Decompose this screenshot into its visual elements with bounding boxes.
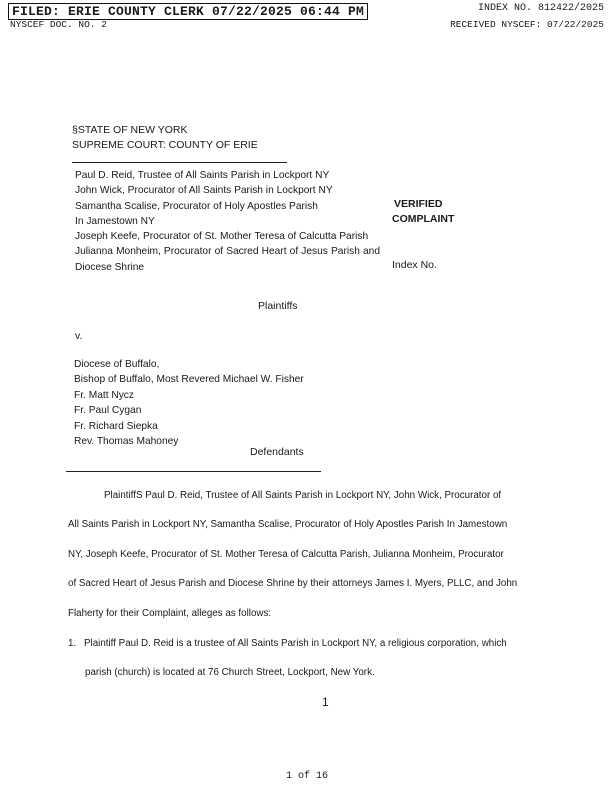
complaint-label: COMPLAINT xyxy=(392,213,455,225)
plaintiffs-label: Plaintiffs xyxy=(258,300,298,312)
caption-divider-top xyxy=(72,162,287,163)
plaintiff-entry: Julianna Monheim, Procurator of Sacred Heart of Jesus Parish and Diocese Shrine xyxy=(75,246,380,273)
doc-number: NYSCEF DOC. NO. 2 xyxy=(10,19,107,30)
defendant-entry: Fr. Matt Nycz xyxy=(74,389,134,401)
plaintiff-entry: Paul D. Reid, Trustee of All Saints Parish in Lockport NY xyxy=(75,170,330,181)
item-line: parish (church) is located at 76 Church Street, Lockport, New York. xyxy=(85,667,375,679)
verified-label: VERIFIED xyxy=(394,198,443,210)
defendants-list xyxy=(74,357,304,449)
defendants-label: Defendants xyxy=(250,446,304,458)
intro-paragraph xyxy=(68,481,546,628)
intro-line: NY, Joseph Keefe, Procurator of St. Mother Teresa of Calcutta Parish, Julianna Monheim, Procurator xyxy=(68,548,504,560)
state-heading: §STATE OF NEW YORK xyxy=(72,124,188,136)
defendant-entry: Diocese of Buffalo, xyxy=(74,359,160,370)
item-line: Plaintiff Paul D. Reid is a trustee of All Saints Parish in Lockport NY, a religious corporation, which xyxy=(84,638,507,649)
plaintiff-entry: Samantha Scalise, Procurator of Holy Apostles Parish xyxy=(75,200,318,212)
page-count-footer: 1 of 16 xyxy=(286,771,329,782)
intro-line: Flaherty for their Complaint, alleges as follows: xyxy=(68,607,272,619)
intro-line: of Sacred Heart of Jesus Parish and Diocese Shrine by their attorneys James I. Myers, PLLC, and John xyxy=(68,578,518,590)
page-number: 1 xyxy=(322,695,329,709)
index-number: INDEX NO. 812422/2025 xyxy=(477,3,604,14)
defendant-entry: Rev. Thomas Mahoney xyxy=(74,436,179,448)
intro-line: All Saints Parish in Lockport NY, Samantha Scalise, Procurator of Holy Apostles Parish In Jamestown xyxy=(68,519,508,531)
plaintiff-entry: John Wick, Procurator of All Saints Parish in Lockport NY xyxy=(75,185,333,197)
index-no-label: Index No. xyxy=(392,259,437,271)
plaintiff-entry: In Jamestown NY xyxy=(75,215,155,227)
versus-label: v. xyxy=(75,330,83,342)
defendant-entry: Bishop of Buffalo, Most Revered Michael W. Fisher xyxy=(74,374,304,386)
defendant-entry: Fr. Richard Siepka xyxy=(74,420,158,432)
court-heading: SUPREME COURT: COUNTY OF ERIE xyxy=(72,139,258,151)
filed-stamp: FILED: ERIE COUNTY CLERK 07/22/2025 06:44 PM xyxy=(8,3,368,20)
received-date: RECEIVED NYSCEF: 07/22/2025 xyxy=(450,19,604,30)
item-number: 1. xyxy=(68,638,77,649)
defendant-entry: Fr. Paul Cygan xyxy=(74,405,142,417)
intro-line: PlaintiffS Paul D. Reid, Trustee of All Saints Parish in Lockport NY, John Wick, Procurator of xyxy=(104,490,502,501)
plaintiffs-list xyxy=(75,168,380,275)
allegation-item xyxy=(68,629,548,688)
caption-divider-bottom xyxy=(66,471,321,472)
plaintiff-entry: Joseph Keefe, Procurator of St. Mother Teresa of Calcutta Parish xyxy=(75,231,369,243)
